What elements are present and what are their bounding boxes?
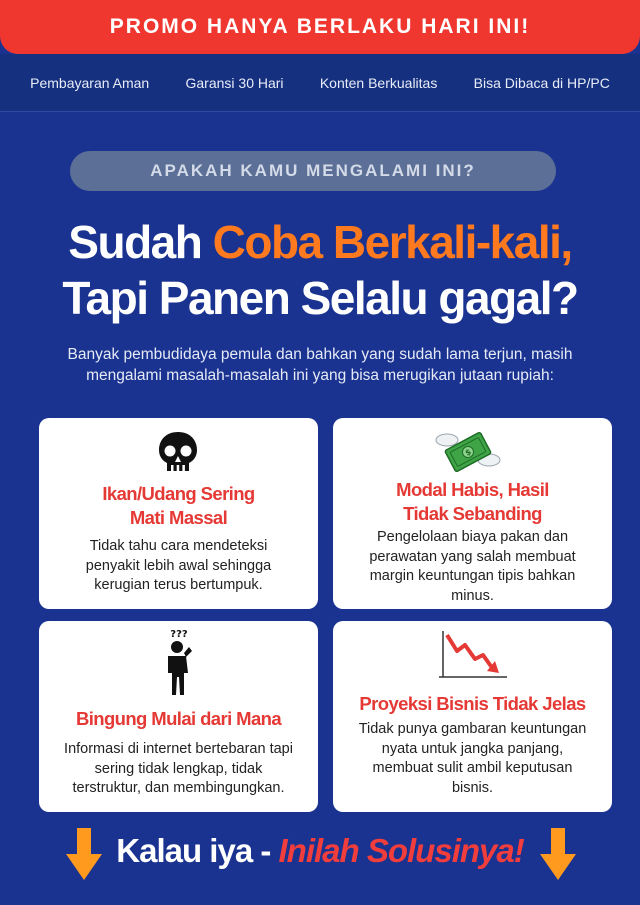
feature-strip xyxy=(0,54,640,112)
problem-card-confused-start xyxy=(39,621,318,812)
skull-icon xyxy=(156,430,200,474)
card-title: Proyeksi Bisnis Tidak Jelas xyxy=(359,693,586,714)
card-title: Modal Habis, Hasil Tidak Sebanding xyxy=(396,479,549,524)
problem-card-unclear-projection xyxy=(333,621,612,812)
confused-person-icon xyxy=(162,627,196,697)
problem-card-mass-death xyxy=(39,418,318,609)
promo-text: PROMO HANYA BERLAKU HARI INI! xyxy=(109,15,531,38)
headline-part-1: Sudah xyxy=(68,216,213,268)
card-description: Informasi di internet bertebaran tapi sering tidak lengkap, tidak terstruktur, dan membingungkan. xyxy=(64,741,293,796)
flying-money-icon xyxy=(435,426,501,478)
declining-chart-icon xyxy=(435,627,509,683)
feature-readable-devices: Bisa Dibaca di HP/PC xyxy=(473,74,610,91)
promo-banner xyxy=(0,0,640,54)
headline-line-2: Tapi Panen Selalu gagal? xyxy=(62,272,578,324)
card-description: Pengelolaan biaya pakan dan perawatan yang salah membuat margin keuntungan tipis bahkan minus. xyxy=(369,529,576,604)
svg-text:$: $ xyxy=(463,447,473,458)
arrow-down-icon xyxy=(538,826,578,882)
question-pill xyxy=(70,151,556,191)
problem-card-capital-loss xyxy=(333,418,612,609)
feature-guarantee: Garansi 30 Hari xyxy=(185,74,284,91)
cta-prefix: Kalau iya - xyxy=(116,832,279,869)
feature-quality-content: Konten Berkualitas xyxy=(319,74,438,91)
intro-text: Banyak pembudidaya pemula dan bahkan yang sudah lama terjun, masih mengalami masalah-masalah ini yang bisa merugikan jutaan rupiah: xyxy=(67,346,573,384)
card-description: Tidak punya gambaran keuntungan nyata untuk jangka panjang, membuat sulit ambil keputusan bisnis. xyxy=(358,721,587,796)
feature-secure-payment: Pembayaran Aman xyxy=(30,74,150,91)
cta-highlight: Inilah Solusinya! xyxy=(278,832,524,869)
svg-text:???: ??? xyxy=(170,629,188,640)
headline-accent: Coba Berkali-kali, xyxy=(212,216,572,268)
solution-cta xyxy=(0,822,640,890)
question-pill-text: APAKAH KAMU MENGALAMI INI? xyxy=(150,161,476,180)
card-title: Bingung Mulai dari Mana xyxy=(75,708,282,729)
card-description: Tidak tahu cara mendeteksi penyakit lebih awal sehingga kerugian terus bertumpuk. xyxy=(85,538,272,593)
card-title: Ikan/Udang Sering Mati Massal xyxy=(102,483,255,528)
main-headline xyxy=(0,214,640,326)
headline-line-1 xyxy=(0,214,640,270)
